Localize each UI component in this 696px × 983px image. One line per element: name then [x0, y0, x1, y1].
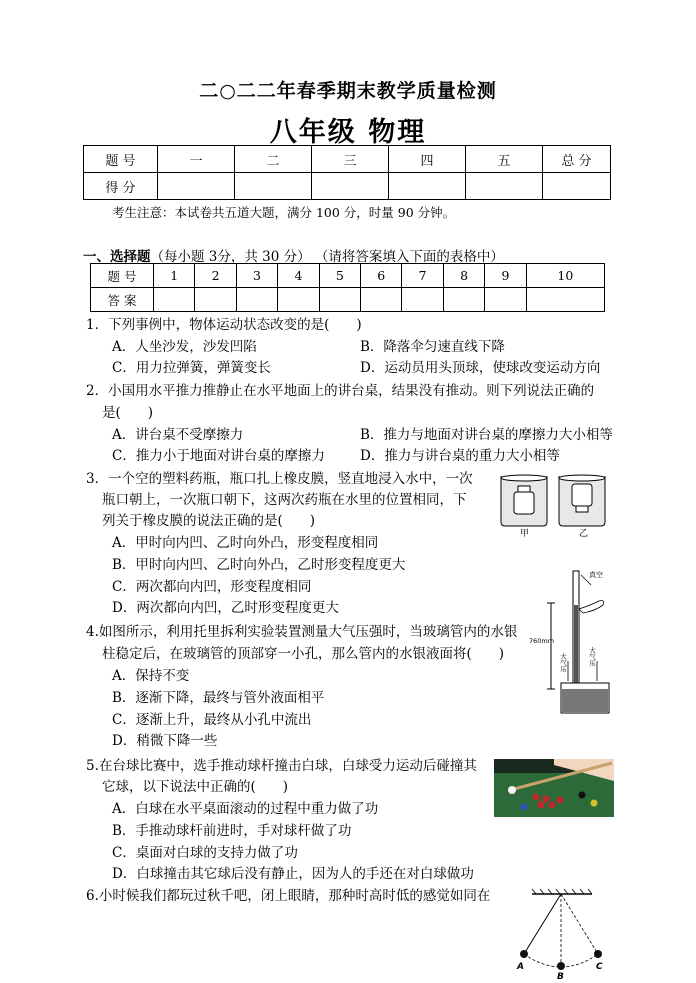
- answer-header-cell: 题 号: [91, 264, 154, 288]
- question-1-option-d: D．运动员用头顶球，使球改变运动方向: [360, 360, 601, 376]
- pendulum-label-c: C: [596, 962, 603, 972]
- answer-header-cell: 4: [278, 264, 319, 288]
- question-4-stem-line2: 柱稳定后，在玻璃管的顶部穿一小孔，那么管内的水银液面将( ): [102, 646, 505, 662]
- question-4-option-a: A．保持不变: [112, 668, 190, 684]
- score-cell: 二: [235, 146, 312, 173]
- question-3-stem-line1: 3．一个空的塑料药瓶，瓶口扎上橡皮膜，竖直地浸入水中，一次: [86, 471, 473, 487]
- question-1-stem: 1．下列事例中，物体运动状态改变的是( ): [86, 317, 362, 333]
- score-cell: 总 分: [543, 146, 611, 173]
- score-cell: 题 号: [84, 146, 158, 173]
- bottle-figure: [495, 470, 615, 538]
- answer-table-value-row: [91, 288, 605, 312]
- pendulum-label-a: A: [517, 962, 524, 972]
- score-input-cell[interactable]: [466, 173, 543, 200]
- question-1-option-a: A．人坐沙发，沙发凹陷: [112, 339, 257, 355]
- question-3-stem-line3: 列关于橡皮膜的说法正确的是( ): [102, 513, 316, 529]
- label-vacuum: 真空: [589, 571, 603, 579]
- question-4-stem-line1: 4.如图所示，利用托里拆利实验装置测量大气压强时，当玻璃管内的水银: [86, 624, 518, 640]
- question-2-option-a: A．讲台桌不受摩擦力: [112, 427, 244, 443]
- question-3-option-d: D．两次都向内凹，乙时形变程度更大: [112, 600, 339, 616]
- question-2-stem-line2: 是( ): [102, 405, 154, 421]
- question-5-option-a: A．白球在水平桌面滚动的过程中重力做了功: [112, 801, 379, 817]
- question-3-option-a: A．甲时向内凹、乙时向外凸，形变程度相同: [112, 535, 379, 551]
- score-cell: 三: [312, 146, 389, 173]
- question-3-option-c: C．两次都向内凹，形变程度相同: [112, 579, 312, 595]
- score-table-value-row: [84, 173, 611, 200]
- pendulum-label-b: B: [557, 972, 564, 982]
- answer-input-cell[interactable]: [402, 288, 443, 312]
- answer-input-cell[interactable]: [319, 288, 360, 312]
- answer-header-cell: 2: [195, 264, 236, 288]
- exam-subtitle: 八年级 物理: [269, 117, 427, 148]
- answer-input-cell[interactable]: [278, 288, 319, 312]
- score-table: [83, 145, 611, 200]
- score-input-cell[interactable]: [543, 173, 611, 200]
- question-3-option-b: B．甲时向内凹、乙时向外凸，乙时形变程度更大: [112, 557, 406, 573]
- score-input-cell[interactable]: [158, 173, 235, 200]
- section-heading: [83, 245, 504, 265]
- question-5-option-b: B．手推动球杆前进时，手对球杆做了功: [112, 823, 352, 839]
- answer-input-cell[interactable]: [236, 288, 277, 312]
- question-4-option-b: B．逐渐下降，最终与管外液面相平: [112, 690, 325, 706]
- question-1-option-c: C．用力拉弹簧，弹簧变长: [112, 360, 271, 376]
- label-air-pressure-right: 大气压: [588, 647, 596, 667]
- score-input-cell[interactable]: [389, 173, 466, 200]
- score-cell: 四: [389, 146, 466, 173]
- question-3-stem-line2: 瓶口朝上，一次瓶口朝下，这两次药瓶在水里的位置相同，下: [102, 492, 467, 508]
- figure-label-jia: 甲: [520, 529, 530, 539]
- answer-header-cell: 1: [154, 264, 195, 288]
- question-4-option-d: D．稍微下降一些: [112, 733, 218, 749]
- question-5-stem-line2: 它球，以下说法中正确的( ): [102, 779, 289, 795]
- score-cell: 五: [466, 146, 543, 173]
- answer-header-cell: 6: [361, 264, 402, 288]
- question-5-option-c: C．桌面对白球的支持力做了功: [112, 845, 298, 861]
- question-4-option-c: C．逐渐上升，最终从小孔中流出: [112, 712, 312, 728]
- question-2-option-b: B．推力与地面对讲台桌的摩擦力大小相等: [360, 427, 613, 443]
- exam-title: 二○二二年春季期末教学质量检测: [199, 80, 497, 102]
- answer-input-cell[interactable]: [526, 288, 604, 312]
- score-input-cell[interactable]: [312, 173, 389, 200]
- answer-header-cell: 3: [236, 264, 277, 288]
- score-table-header-row: [84, 146, 611, 173]
- answer-header-cell: 7: [402, 264, 443, 288]
- score-cell: 一: [158, 146, 235, 173]
- answer-label-cell: 答 案: [91, 288, 154, 312]
- question-6-stem-line1: 6.小时候我们都玩过秋千吧，闭上眼睛，那种时高时低的感觉如同在: [86, 888, 491, 904]
- answer-table-header-row: [91, 264, 605, 288]
- answer-table: [90, 263, 605, 312]
- question-2-stem-line1: 2．小国用水平推力推静止在水平地面上的讲台桌，结果没有推动。则下列说法正确的: [86, 383, 595, 399]
- answer-input-cell[interactable]: [443, 288, 484, 312]
- answer-input-cell[interactable]: [154, 288, 195, 312]
- exam-notice: 考生注意：本试卷共五道大题，满分 100 分，时量 90 分钟。: [112, 205, 456, 220]
- answer-header-cell: 10: [526, 264, 604, 288]
- score-label-cell: 得 分: [84, 173, 158, 200]
- label-air-pressure-left: 大气压: [559, 653, 567, 673]
- torricelli-figure: [529, 565, 615, 717]
- question-5-stem-line1: 5.在台球比赛中，选手推动球杆撞击白球，白球受力运动后碰撞其: [86, 758, 477, 774]
- section-description: （每小题 3分，共 30 分） （请将答案填入下面的表格中）: [150, 249, 504, 265]
- snooker-photo: [494, 759, 614, 817]
- answer-header-cell: 8: [443, 264, 484, 288]
- question-1-option-b: B．降落伞匀速直线下降: [360, 339, 505, 355]
- answer-input-cell[interactable]: [195, 288, 236, 312]
- question-5-option-d: D．白球撞击其它球后没有静止，因为人的手还在对白球做功: [112, 866, 474, 882]
- figure-label-yi: 乙: [579, 529, 589, 539]
- question-2-option-c: C．推力小于地面对讲台桌的摩擦力: [112, 448, 325, 464]
- pendulum-figure: [508, 888, 614, 980]
- answer-input-cell[interactable]: [361, 288, 402, 312]
- answer-header-cell: 9: [485, 264, 526, 288]
- question-2-option-d: D．推力与讲台桌的重力大小相等: [360, 448, 560, 464]
- section-title: 一、选择题: [83, 249, 151, 265]
- label-height: 760mm: [529, 637, 555, 645]
- score-input-cell[interactable]: [235, 173, 312, 200]
- answer-header-cell: 5: [319, 264, 360, 288]
- answer-input-cell[interactable]: [485, 288, 526, 312]
